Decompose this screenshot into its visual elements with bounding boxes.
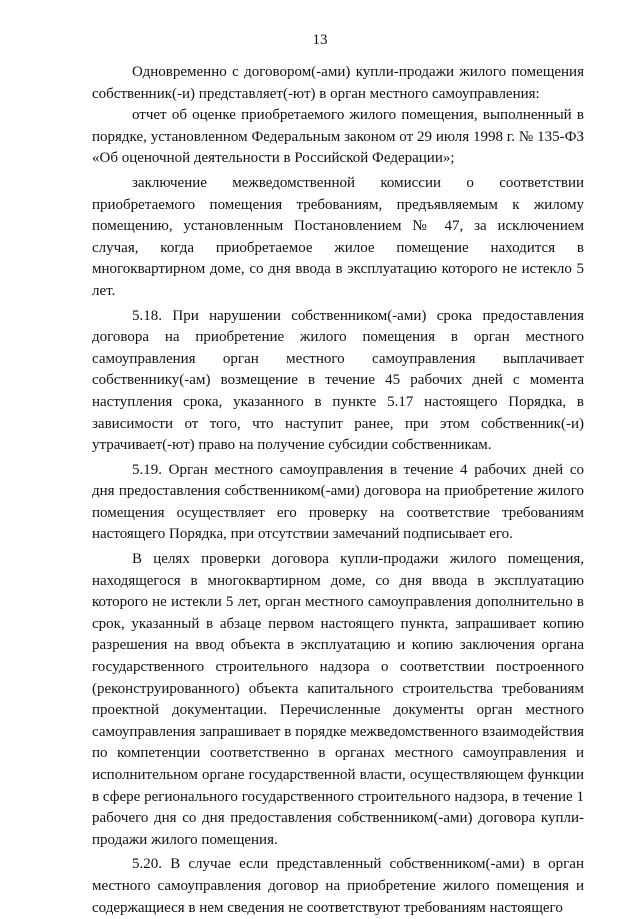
paragraph: заключение межведомственной комиссии о соответствии приобретаемого помещения требованиям, предъявляемым к жилому помещению, установленным Постановлением № 47, за исключением случая, когда приобретаемое жилое помещение находится в многоквартирном доме, со дня ввода в эксплуатацию которого не истекло 5 лет. (92, 174, 584, 299)
paragraph: Одновременно с договором(-ами) купли-продажи жилого помещения собственник(-и) представляет(-ют) в орган местного самоуправления: (92, 64, 584, 102)
page-number: 13 (312, 32, 328, 48)
paragraph: 5.19. Орган местного самоуправления в течение 4 рабочих дней со дня предоставления собственником(-ами) договора на приобретение жилого помещения осуществляет его проверку на соответствие требованиям настоящего Порядка, при отсутствии замечаний подписывает его. (92, 461, 584, 543)
paragraph: В целях проверки договора купли-продажи жилого помещения, находящегося в многоквартирном доме, со дня ввода в эксплуатацию которого не истекли 5 лет, орган местного самоуправления дополнительно в срок, указанный в абзаце первом настоящего пункта, запрашивает копию разрешения на ввод объекта в эксплуатацию и копию заключения органа государственного строительного надзора о соответствии построенного (реконструированного) объекта капитального строительства требованиям проектной документации. Перечисленные документы орган местного самоуправления запрашивает в порядке межведомственного взаимодействия по компетенции соответственно в органах местного самоуправления и исполнительном органе государственной власти, осуществляющем функции в сфере регионального государственного строительного надзора, в течение 1 рабочего дня со дня предоставления собственником(-ами) договора купли-продажи жилого помещения. (92, 551, 584, 848)
paragraph: 5.20. В случае если представленный собственником(-ами) в орган местного самоуправления договор на приобретение жилого помещения и содержащиеся в нем сведения не соответствуют требованиям настоящего (92, 856, 584, 916)
paragraph: отчет об оценке приобретаемого жилого помещения, выполненный в порядке, установленном Федеральным законом от 29 июля 1998 г. № 135-ФЗ «Об оценочной деятельности в Российской Федерации»; (92, 107, 584, 167)
paragraph: 5.18. При нарушении собственником(-ами) срока предоставления договора на приобретение жилого помещения в орган местного самоуправления орган местного самоуправления выплачивает собственнику(-ам) возмещение в течение 45 рабочих дней с момента наступления срока, указанного в пункте 5.17 настоящего Порядка, в зависимости от того, что наступит ранее, при этом собственник(-и) утрачивает(-ют) право на получение субсидии собственникам. (92, 307, 584, 454)
document-body (92, 62, 584, 919)
